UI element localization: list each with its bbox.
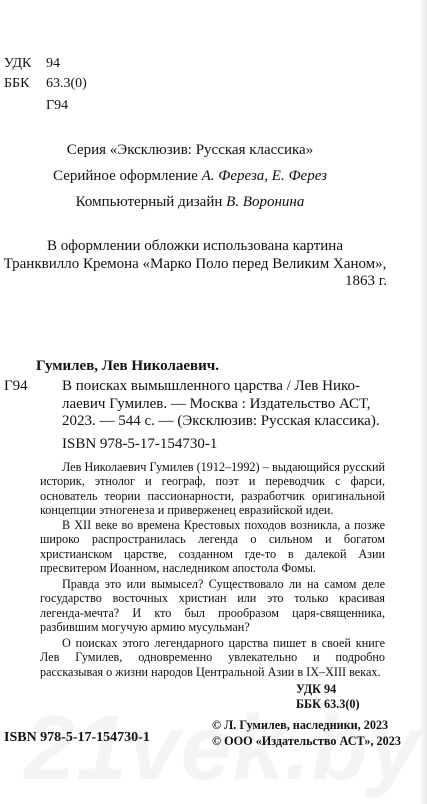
design-credit xyxy=(0,168,380,185)
computer-prefix: Компьютерный дизайн xyxy=(75,194,223,210)
bib-isbn: ISBN 978-5-17-154730-1 xyxy=(62,436,218,452)
bbk-label: ББК xyxy=(4,76,30,91)
udk-value: 94 xyxy=(46,56,60,71)
author-mark: Г94 xyxy=(46,98,69,113)
computer-design-credit xyxy=(0,194,380,211)
computer-name: В. Воронина xyxy=(226,194,305,210)
bib-entry-line-2: лаевич Гумилев. — Москва : Издательство АСТ, xyxy=(62,396,371,412)
bib-entry-line-1: В поисках вымышленного царства / Лев Нико- xyxy=(62,378,360,394)
udk-label: УДК xyxy=(4,56,32,71)
page-edge-shadow xyxy=(419,0,427,804)
watermark xyxy=(24,696,421,801)
copyright-publisher: © ООО «Издательство АСТ», 2023 xyxy=(212,734,401,748)
bib-entry-line-3: 2023. — 544 с. — (Эксклюзив: Русская классика). xyxy=(62,413,380,429)
design-names: А. Фереза, Е. Ферез xyxy=(201,168,327,184)
cover-note-line-2: Транквилло Кремона «Марко Поло перед Великим Ханом», xyxy=(3,256,387,272)
footer-isbn: ISBN 978-5-17-154730-1 xyxy=(4,730,150,745)
series-line: Серия «Эксклюзив: Русская классика» xyxy=(66,142,314,158)
bib-mark: Г94 xyxy=(4,378,28,394)
annotation-paragraph-2: В XII веке во времена Крестовых походов возникла, а позже широко распространилась легенда о сильном и богатом христианском царстве, созданном где-то в далекой Азии пресвитером Иоанном, наследником апостола Фомы. xyxy=(40,518,385,575)
annotation-paragraph-4: О поисках этого легендарного царства пишет в своей книге Лев Гумилев, одновременно увлекательно и подробно рассказывая о жизни народов Центральной Азии в IX–XIII веках. xyxy=(40,636,385,679)
author-heading: Гумилев, Лев Николаевич. xyxy=(36,358,219,374)
annotation-paragraph-3: Правда это или вымысел? Существовало ли на самом деле государство восточных христиан или это только красивая легенда-мечта? И кто был прообразом царя-священника, разбившим могучую армию мусульман? xyxy=(40,577,385,634)
copyright-author: © Л. Гумилев, наследники, 2023 xyxy=(212,718,389,732)
design-prefix: Серийное оформление xyxy=(53,168,198,184)
annotation-paragraph-1: Лев Николаевич Гумилев (1912–1992) – выдающийся русский историк, этнолог и географ, поэт и переводчик с фарси, основатель теории пассионарности, разработчик оригинальной концепции этногенеза и приверженец евразийской идеи. xyxy=(40,460,385,517)
cover-note-line-3: 1863 г. xyxy=(345,273,387,289)
bbk-value: 63.3(0) xyxy=(46,76,87,91)
bbk-repeat: ББК 63.3(0) xyxy=(296,697,360,711)
udk-repeat: УДК 94 xyxy=(296,682,337,696)
cover-note-line-1: В оформлении обложки использована картина xyxy=(47,238,343,254)
